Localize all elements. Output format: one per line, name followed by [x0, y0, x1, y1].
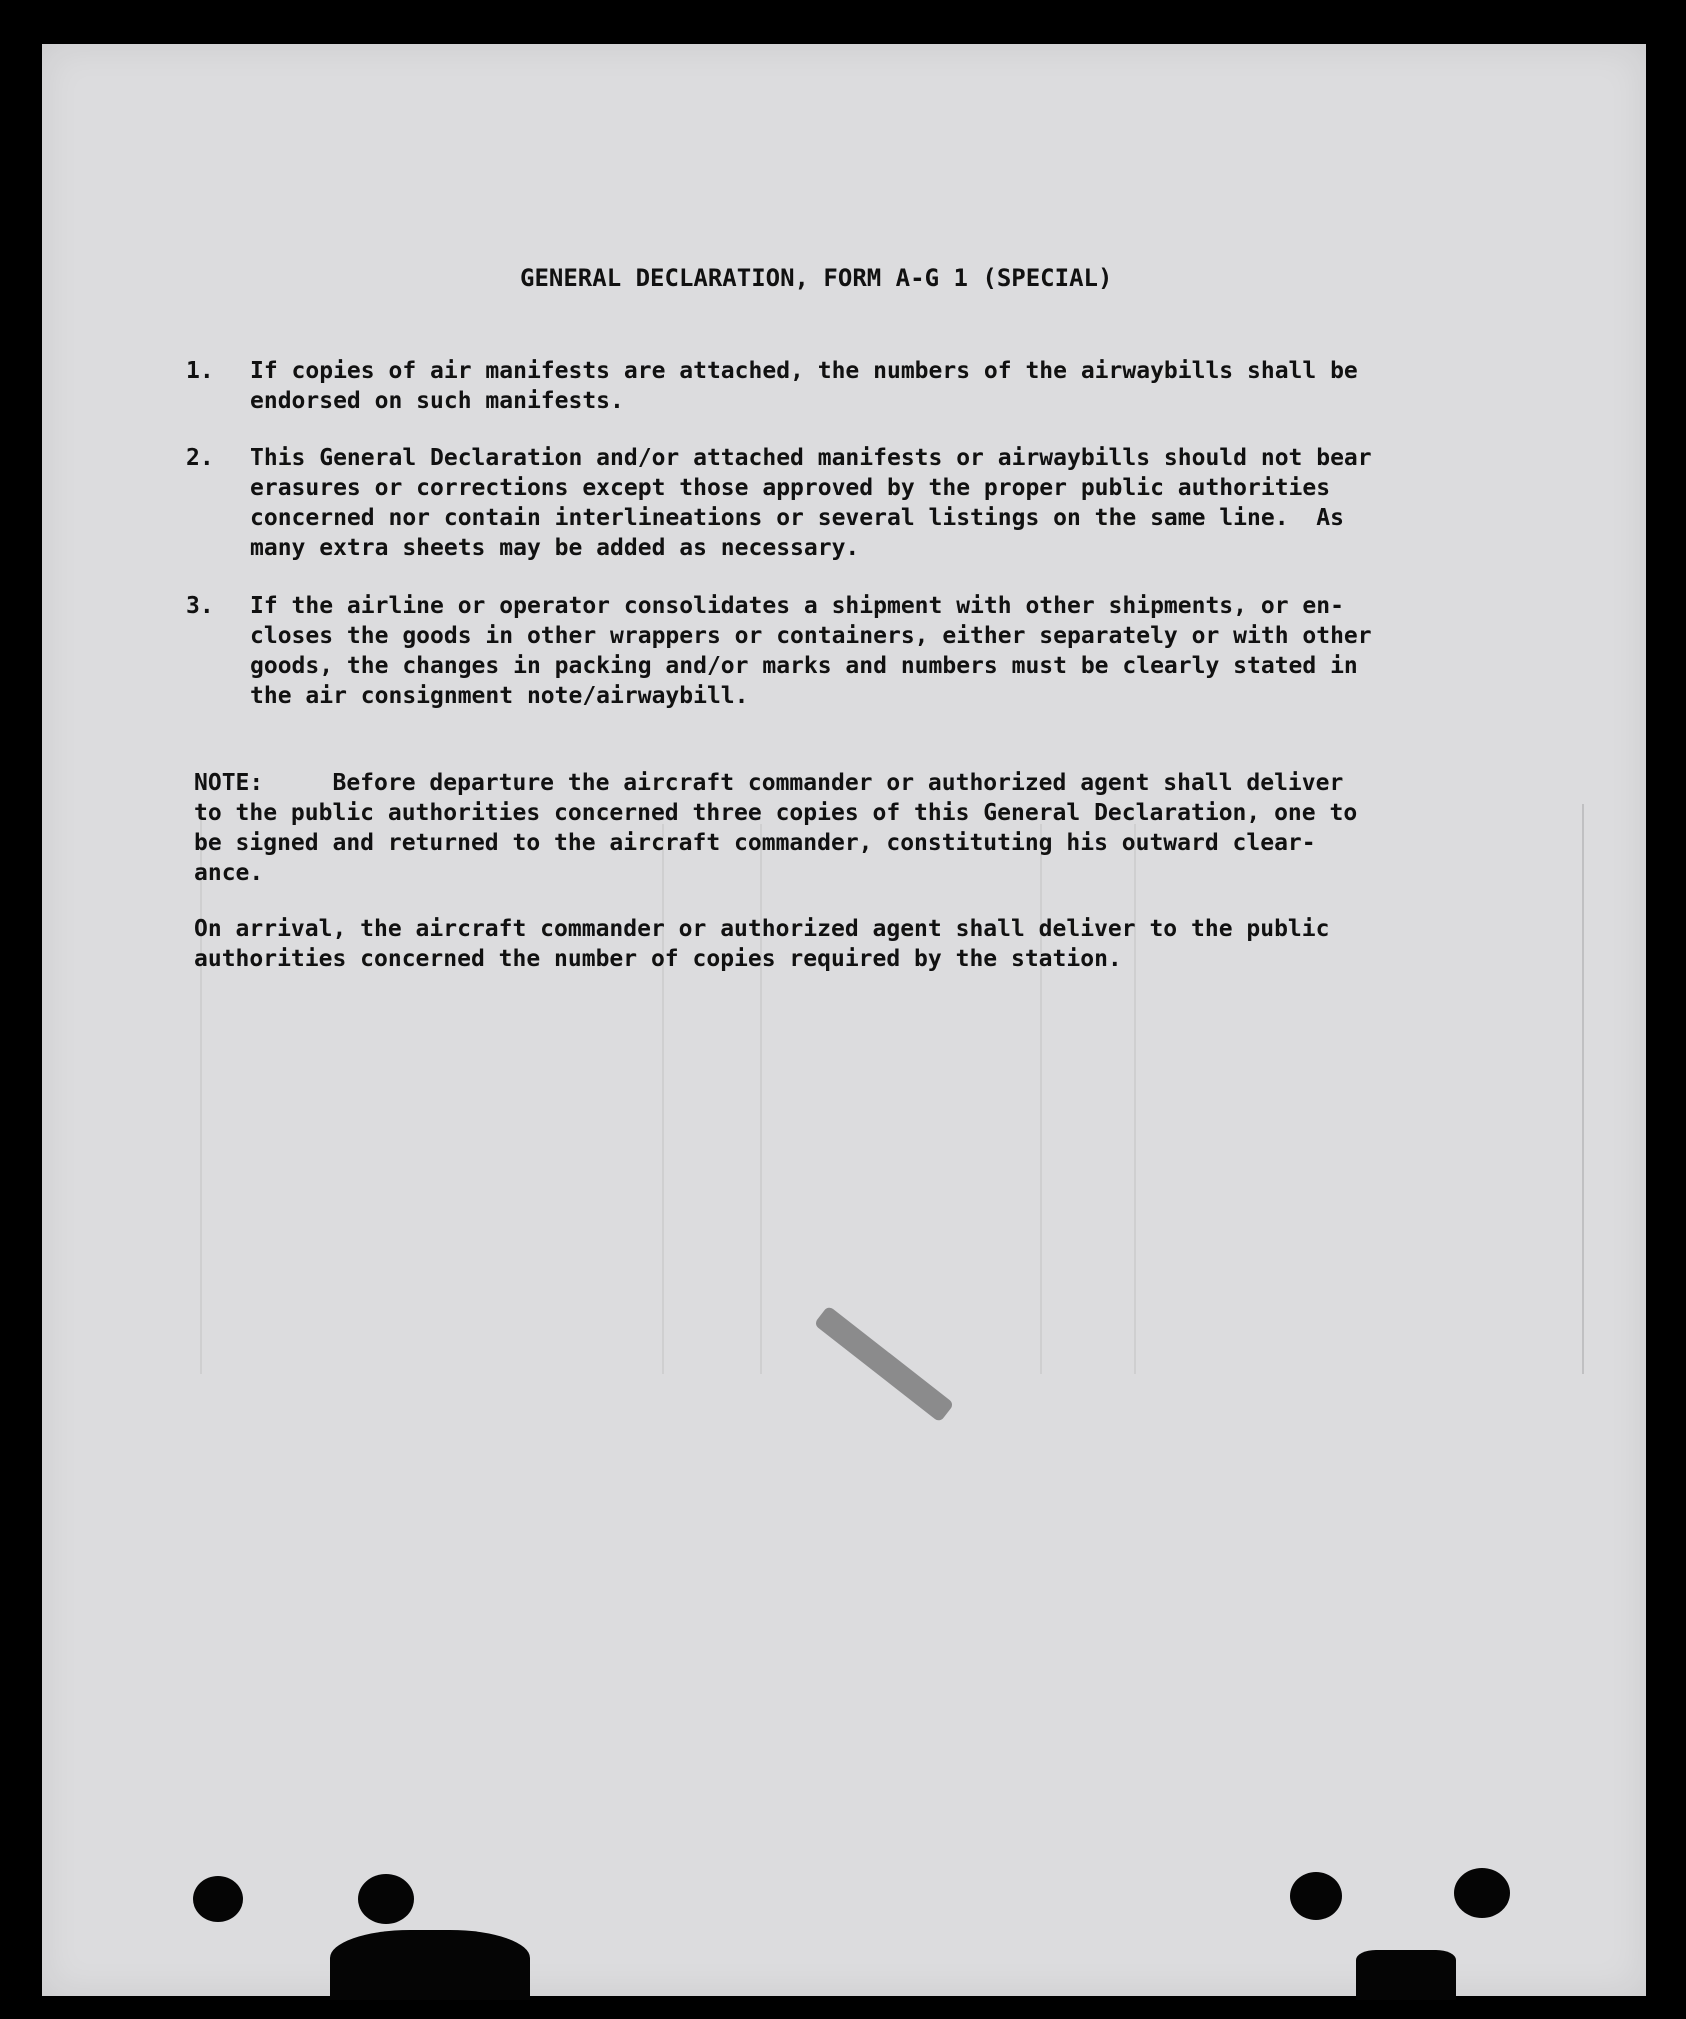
arrival-paragraph: [194, 914, 1504, 974]
item-line: If copies of air manifests are attached, the numbers of the airwaybills shall be: [250, 358, 1358, 384]
punch-hole: [358, 1874, 414, 1924]
bleed-through-line: [1040, 824, 1042, 1374]
document-title: GENERAL DECLARATION, FORM A-G 1 (SPECIAL): [520, 264, 1113, 292]
list-item: [186, 591, 1506, 711]
punch-hole: [1290, 1872, 1342, 1920]
item-line: endorsed on such manifests.: [250, 388, 624, 414]
arrival-line: On arrival, the aircraft commander or authorized agent shall deliver to the public: [194, 916, 1330, 942]
item-text: [250, 356, 1490, 416]
bleed-through-line: [662, 824, 664, 1374]
arrival-line: authorities concerned the number of copies required by the station.: [194, 946, 1122, 972]
torn-edge: [1356, 1950, 1456, 2000]
punch-hole: [193, 1876, 243, 1922]
item-line: goods, the changes in packing and/or marks and numbers must be clearly stated in: [250, 653, 1358, 679]
item-number: 2.: [186, 445, 214, 471]
item-text: [250, 443, 1490, 563]
item-line: erasures or corrections except those approved by the proper public authorities: [250, 475, 1331, 501]
document-page: [42, 44, 1646, 1996]
item-line: This General Declaration and/or attached manifests or airwaybills should not bear: [250, 445, 1372, 471]
note-line: to the public authorities concerned three copies of this General Declaration, one to: [194, 800, 1358, 826]
item-line: closes the goods in other wrappers or containers, either separately or with other: [250, 623, 1372, 649]
item-text: [250, 591, 1490, 711]
punch-hole: [1454, 1868, 1510, 1918]
item-number: 3.: [186, 593, 214, 619]
note-line: be signed and returned to the aircraft commander, constituting his outward clear-: [194, 830, 1316, 856]
note-line: ance.: [194, 860, 264, 886]
torn-edge: [330, 1930, 530, 2000]
list-item: [186, 356, 1506, 416]
list-item: [186, 443, 1506, 563]
item-line: the air consignment note/airwaybill.: [250, 683, 749, 709]
bleed-through-form-outline: [200, 804, 1584, 1374]
bleed-through-line: [760, 824, 762, 1374]
item-line: If the airline or operator consolidates a shipment with other shipments, or en-: [250, 593, 1344, 619]
item-line: many extra sheets may be added as necessary.: [250, 535, 860, 561]
note-paragraph: [194, 768, 1504, 888]
item-line: concerned nor contain interlineations or several listings on the same line. As: [250, 505, 1344, 531]
note-line: NOTE: Before departure the aircraft commander or authorized agent shall deliver: [194, 770, 1344, 796]
item-number: 1.: [186, 358, 214, 384]
bleed-through-line: [1134, 824, 1136, 1374]
